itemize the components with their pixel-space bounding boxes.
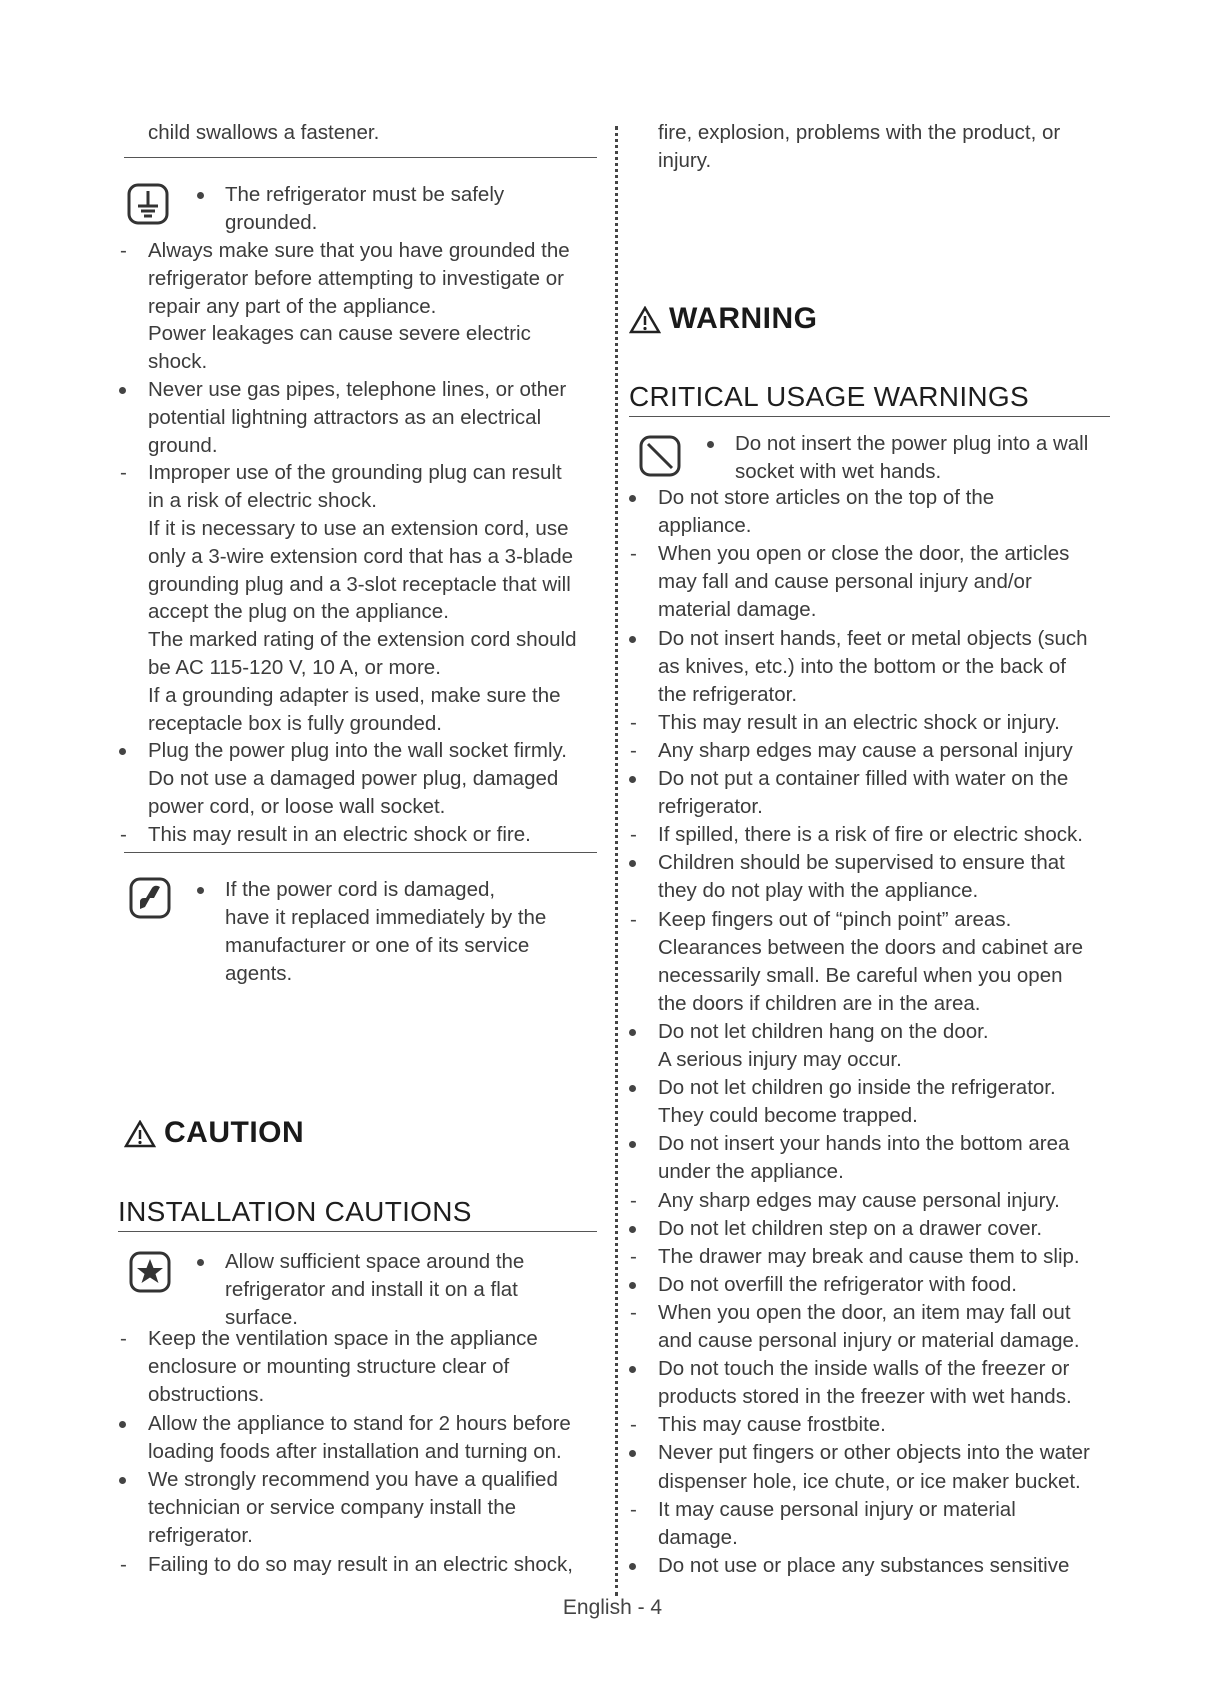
item-line: shock. [148, 350, 208, 374]
item-line: ground. [148, 433, 218, 457]
warning-triangle-icon [124, 1120, 156, 1148]
right-top-line: injury. [658, 149, 712, 172]
bullet [629, 495, 636, 502]
item-line: grounding plug and a 3-slot receptacle that will [148, 572, 571, 596]
item-line: They could become trapped. [658, 1104, 918, 1128]
item-line: enclosure or mounting structure clear of [148, 1355, 510, 1379]
item-line: Do not let children go inside the refrigerator. [658, 1076, 1056, 1100]
item-line: Do not store articles on the top of the [658, 486, 995, 509]
item-line: they do not play with the appliance. [658, 879, 979, 903]
item-line: the doors if children are in the area. [658, 991, 981, 1015]
bullet [119, 1477, 126, 1484]
item-line: Allow the appliance to stand for 2 hours before [148, 1411, 571, 1435]
item-line: potential lightning attractors as an electrical [148, 405, 542, 429]
item-line: When you open the door, an item may fall out [658, 1300, 1071, 1324]
dash-marker: - [630, 1413, 637, 1437]
item-line: Do not use or place any substances sensitive [658, 1553, 1070, 1577]
item-line: as knives, etc.) into the bottom or the back of [658, 654, 1066, 678]
bullet [197, 192, 204, 199]
item-line: This may result in an electric shock or fire. [148, 822, 531, 846]
rule [629, 416, 1110, 417]
cord-note-line: If the power cord is damaged, [225, 878, 496, 901]
item-line: Do not overfill the refrigerator with food. [658, 1272, 1017, 1296]
warning-heading [629, 302, 818, 336]
item-line: Never put fingers or other objects into the water [658, 1441, 1090, 1465]
item-line: Improper use of the grounding plug can result [148, 461, 562, 485]
critical-note-line: Do not insert the power plug into a wall [735, 432, 1089, 455]
dash-marker: - [630, 1244, 637, 1268]
item-line: When you open or close the door, the articles [658, 542, 1070, 566]
item-line: Keep the ventilation space in the appliance [148, 1327, 538, 1350]
dash-marker: - [120, 822, 127, 846]
right-top-line: fire, explosion, problems with the product, or [658, 121, 1061, 144]
item-line: Always make sure that you have grounded the [148, 239, 570, 262]
item-line: Clearances between the doors and cabinet are [658, 935, 1084, 959]
item-line: If a grounding adapter is used, make sure the [148, 683, 561, 707]
item-line: appliance. [658, 514, 752, 538]
cord-note-line: agents. [225, 962, 293, 985]
bullet [119, 387, 126, 394]
bullet [119, 1421, 126, 1428]
item-line: refrigerator. [148, 1524, 253, 1548]
ground-note-line: The refrigerator must be safely [225, 183, 505, 206]
item-line: Do not let children step on a drawer cover. [658, 1216, 1043, 1240]
item-line: Failing to do so may result in an electric shock, [148, 1552, 573, 1576]
bullet [629, 1282, 636, 1289]
bullet [707, 441, 714, 448]
bullet [197, 887, 204, 894]
dash-marker: - [630, 710, 637, 734]
item-line: Any sharp edges may cause personal injury. [658, 1188, 1060, 1212]
dash-marker: - [120, 1552, 127, 1576]
item-line: It may cause personal injury or material [658, 1497, 1016, 1521]
item-line: Do not insert your hands into the bottom area [658, 1132, 1070, 1156]
item-line: necessarily small. Be careful when you open [658, 963, 1063, 987]
item-line: A serious injury may occur. [658, 1048, 902, 1071]
item-line: Do not let children hang on the door. [658, 1019, 989, 1043]
bullet [197, 1259, 204, 1266]
bullet [629, 1366, 636, 1373]
item-line: Plug the power plug into the wall socket firmly. [148, 739, 567, 763]
install-note-line: Allow sufficient space around the [225, 1250, 525, 1273]
bullet [629, 1563, 636, 1570]
dash-marker: - [630, 1300, 637, 1324]
rule [124, 852, 597, 853]
item-line: accept the plug on the appliance. [148, 600, 449, 624]
item-line: products stored in the freezer with wet hands. [658, 1385, 1072, 1409]
item-line: If spilled, there is a risk of fire or electric shock. [658, 823, 1083, 847]
item-line: Power leakages can cause severe electric [148, 322, 531, 346]
dash-marker: - [120, 461, 127, 485]
dash-marker: - [630, 823, 637, 847]
item-line: damage. [658, 1525, 738, 1549]
warning-heading-text: WARNING [669, 302, 818, 335]
item-line: refrigerator. [658, 795, 763, 819]
item-line: loading foods after installation and turning on. [148, 1439, 562, 1463]
bullet [629, 776, 636, 783]
item-line: Keep fingers out of “pinch point” areas. [658, 907, 1012, 931]
dash-marker: - [630, 907, 637, 931]
bullet [629, 1450, 636, 1457]
item-line: If it is necessary to use an extension cord, use [148, 517, 569, 540]
item-line: power cord, or loose wall socket. [148, 795, 446, 818]
item-line: We strongly recommend you have a qualified [148, 1468, 558, 1491]
rule [124, 157, 597, 158]
item-line: dispenser hole, ice chute, or ice maker bucket. [658, 1469, 1081, 1493]
item-line: The drawer may break and cause them to slip. [658, 1244, 1080, 1268]
item-line: This may result in an electric shock or injury. [658, 710, 1060, 734]
item-line: under the appliance. [658, 1160, 844, 1184]
service-call-icon [128, 876, 172, 920]
dash-marker: - [630, 542, 637, 566]
dash-marker: - [630, 1188, 637, 1212]
item-line: This may cause frostbite. [658, 1413, 886, 1437]
item-line: material damage. [658, 598, 817, 622]
dash-marker: - [630, 1497, 637, 1521]
critical-note-line: socket with wet hands. [735, 460, 942, 483]
cord-note-line: manufacturer or one of its service [225, 934, 530, 957]
column-divider [615, 126, 618, 1596]
caution-heading-text: CAUTION [164, 1116, 305, 1149]
item-line: receptacle box is fully grounded. [148, 711, 443, 735]
item-line: in a risk of electric shock. [148, 489, 377, 513]
caution-heading [124, 1116, 304, 1150]
item-line: Do not put a container filled with water on the [658, 767, 1069, 790]
page-footer: English - 4 [562, 1596, 663, 1619]
bullet [629, 860, 636, 867]
important-star-icon [128, 1250, 172, 1294]
bullet [629, 1141, 636, 1148]
dash-marker: - [630, 738, 637, 762]
ground-note-line: grounded. [225, 211, 318, 234]
item-line: technician or service company install the [148, 1496, 517, 1520]
bullet [629, 1226, 636, 1233]
item-line: only a 3-wire extension cord that has a 3-blade [148, 544, 574, 568]
dash-marker: - [120, 1327, 127, 1350]
item-line: repair any part of the appliance. [148, 294, 437, 318]
bullet [629, 1029, 636, 1036]
item-line: Do not insert hands, feet or metal objects (such [658, 626, 1088, 650]
item-line: obstructions. [148, 1383, 265, 1407]
item-line: be AC 115-120 V, 10 A, or more. [148, 656, 441, 679]
prohibited-icon [638, 434, 682, 478]
item-line: Children should be supervised to ensure that [658, 851, 1065, 875]
bullet [119, 748, 126, 755]
install-note-line: surface. [225, 1306, 298, 1329]
bullet [629, 1085, 636, 1092]
item-line: and cause personal injury or material damage. [658, 1329, 1080, 1352]
left-top-line: child swallows a fastener. [148, 121, 380, 144]
item-line: Do not touch the inside walls of the freezer or [658, 1357, 1070, 1381]
install-note-line: refrigerator and install it on a flat [225, 1278, 518, 1301]
item-line: refrigerator before attempting to investigate or [148, 266, 564, 290]
item-line: Any sharp edges may cause a personal injury [658, 738, 1073, 762]
critical-usage-warnings-heading: CRITICAL USAGE WARNINGS [629, 381, 1029, 412]
item-line: The marked rating of the extension cord should [148, 628, 577, 652]
rule [118, 1231, 597, 1232]
bullet [629, 636, 636, 643]
item-line: Never use gas pipes, telephone lines, or other [148, 378, 567, 401]
installation-cautions-heading: INSTALLATION CAUTIONS [118, 1196, 472, 1227]
cord-note-line: have it replaced immediately by the [225, 906, 547, 929]
item-line: Do not use a damaged power plug, damaged [148, 767, 559, 791]
item-line: the refrigerator. [658, 682, 798, 706]
item-line: may fall and cause personal injury and/or [658, 570, 1032, 594]
ground-icon [126, 182, 170, 226]
dash-marker: - [120, 239, 127, 262]
warning-triangle-icon [629, 306, 661, 334]
